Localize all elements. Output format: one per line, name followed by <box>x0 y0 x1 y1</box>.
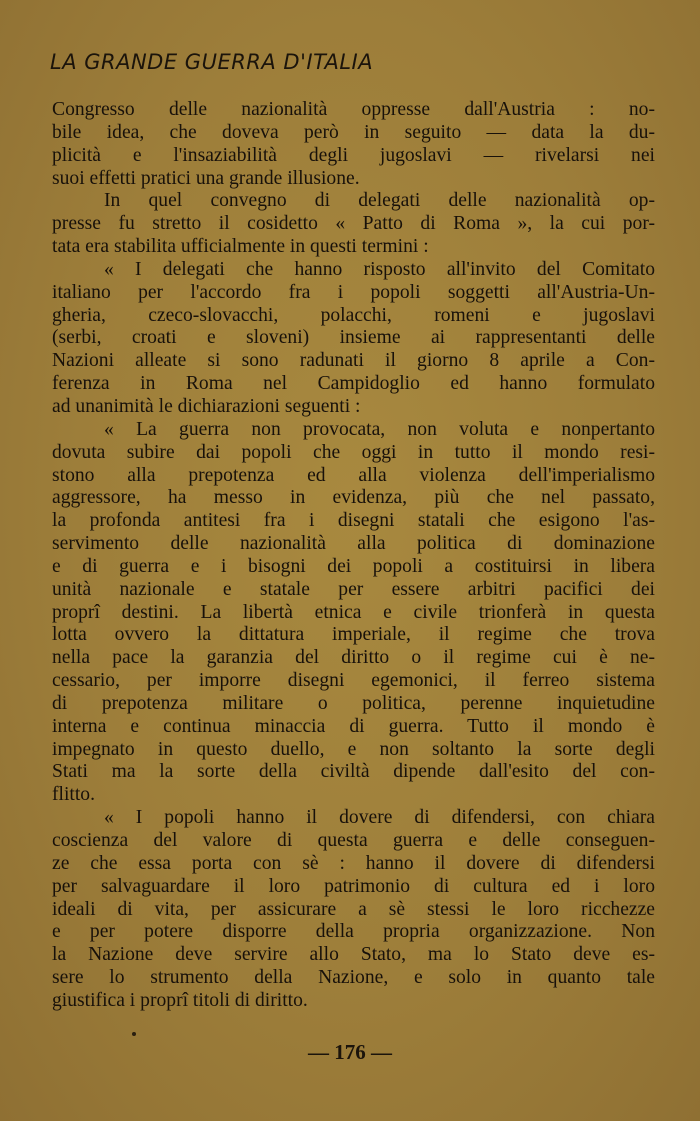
text-line: gheria, czeco-slovacchi, polacchi, romeni e jugoslavi <box>52 304 655 326</box>
body-text <box>52 99 655 1013</box>
text-line: Stati ma la sorte della civiltà dipende dall'esito del con- <box>52 761 655 783</box>
text-line: dovuta subire dai popoli che oggi in tutto il mondo resi- <box>52 441 655 463</box>
text-line: ferenza in Roma nel Campidoglio ed hanno formulato <box>52 373 655 395</box>
text-line: giustifica i proprî titoli di diritto. <box>52 989 308 1011</box>
text-line: impegnato in questo duello, e non soltanto la sorte degli <box>52 738 655 760</box>
text-line: ideali di vita, per assicurare a sè stessi le loro ricchezze <box>52 898 655 920</box>
text-line: di prepotenza militare o politica, perenne inquietudine <box>52 692 655 714</box>
text-line: (serbi, croati e sloveni) insieme ai rappresentanti delle <box>52 327 655 349</box>
text-line: nella pace la garanzia del diritto o il regime cui è ne- <box>52 647 655 669</box>
text-line: cessario, per imporre disegni egemonici, il ferreo sistema <box>52 670 655 692</box>
text-line: bile idea, che doveva però in seguito — data la du- <box>52 121 655 143</box>
running-head: LA GRANDE GUERRA D'ITALIA <box>50 50 374 74</box>
text-line: aggressore, ha messo in evidenza, più che nel passato, <box>52 487 655 509</box>
text-line: Nazioni alleate si sono radunati il giorno 8 aprile a Con- <box>52 350 655 372</box>
text-line: servimento delle nazionalità alla politica di dominazione <box>52 533 655 555</box>
text-line: « I delegati che hanno risposto all'invito del Comitato <box>104 258 655 280</box>
text-line: tata era stabilita ufficialmente in questi termini : <box>52 236 429 258</box>
text-line: unità nazionale e statale per essere arbitri pacifici dei <box>52 578 655 600</box>
text-line: ad unanimità le dichiarazioni seguenti : <box>52 395 361 417</box>
text-line: la Nazione deve servire allo Stato, ma lo Stato deve es- <box>52 944 655 966</box>
text-line: « La guerra non provocata, non voluta e nonpertanto <box>104 418 655 440</box>
text-line: Congresso delle nazionalità oppresse dall'Austria : no- <box>52 99 655 120</box>
text-line: sere lo strumento della Nazione, e solo in quanto tale <box>52 967 655 989</box>
text-line: e per potere disporre della propria organizzazione. Non <box>52 921 655 943</box>
text-line: stono alla prepotenza ed alla violenza dell'imperialismo <box>52 464 655 486</box>
text-line: proprî destini. La libertà etnica e civile trionferà in questa <box>52 601 655 623</box>
text-line: ze che essa porta con sè : hanno il dovere di difendersi <box>52 852 655 874</box>
text-line: e di guerra e i bisogni dei popoli a costituirsi in libera <box>52 555 655 577</box>
text-line: presse fu stretto il cosidetto « Patto di Roma », la cui por- <box>52 213 655 235</box>
text-line: per salvaguardare il loro patrimonio di cultura ed i loro <box>52 875 655 897</box>
text-line: lotta ovvero la dittatura imperiale, il regime che trova <box>52 624 655 646</box>
text-line: flitto. <box>52 784 95 806</box>
page-number: — 176 — <box>308 1040 392 1064</box>
text-line: In quel convegno di delegati delle nazionalità op- <box>104 190 655 212</box>
text-line: interna e continua minaccia di guerra. Tutto il mondo è <box>52 715 655 737</box>
text-line: plicità e l'insaziabilità degli jugoslavi — rivelarsi nei <box>52 144 655 166</box>
text-line: coscienza del valore di questa guerra e delle conseguen- <box>52 830 655 851</box>
text-line: la profonda antitesi fra i disegni statali che esigono l'as- <box>52 510 655 532</box>
ink-speck <box>132 1032 136 1036</box>
text-line: « I popoli hanno il dovere di difendersi, con chiara <box>104 807 655 829</box>
text-line: italiano per l'accordo fra i popoli soggetti all'Austria-Un- <box>52 281 655 303</box>
text-line: suoi effetti pratici una grande illusione. <box>52 167 360 189</box>
